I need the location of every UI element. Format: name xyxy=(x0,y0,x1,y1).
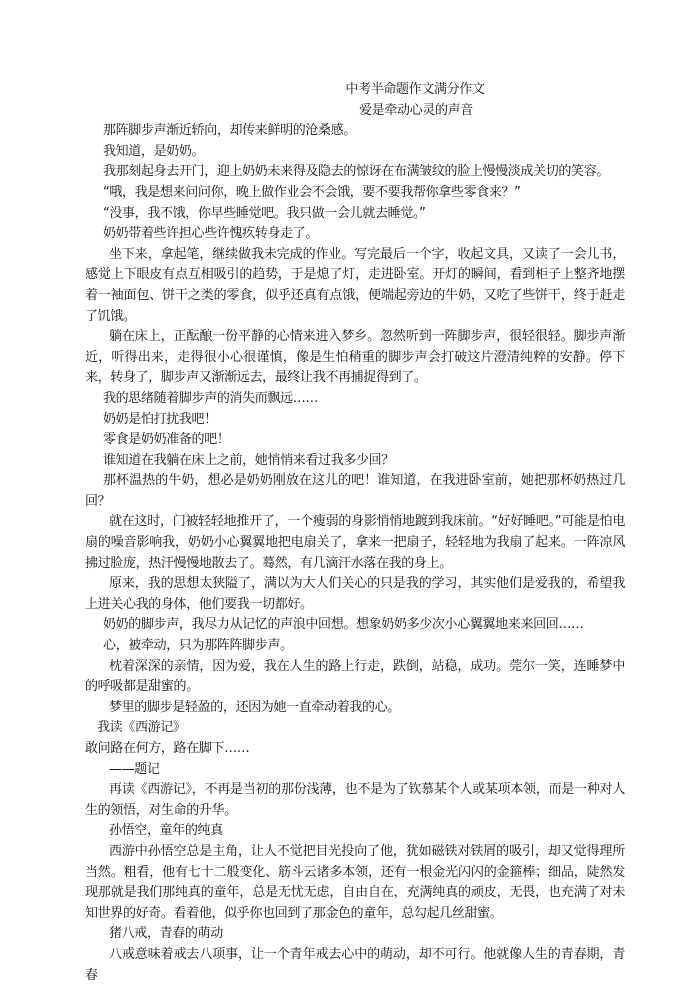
paragraph: 躺在床上，正酝酿一份平静的心情来进入梦乡。忽然听到一阵脚步声，很轻很轻。脚步声渐近，听得出来，走得很小心很谨慎，像是生怕稍重的脚步声会打破这片澄清纯粹的安静。停下来，转身了，脚步声又渐渐远去，最终让我不再捕捉得到了。 xyxy=(85,329,625,386)
paragraph: 奶奶带着些许担心些许愧疚转身走了。 xyxy=(103,226,319,242)
paragraph: 我那刻起身去开门，迎上奶奶未来得及隐去的惊讶在布满皱纹的脸上慢慢淡成关切的笑容。 xyxy=(103,164,610,180)
section-heading: 我读《西游记》 xyxy=(97,720,186,736)
paragraph: 奶奶是怕打扰我吧！ xyxy=(103,411,217,427)
paragraph: “没事，我不饿，你早些睡觉吧。我只做一会儿就去睡觉。” xyxy=(103,205,426,221)
document-title: 中考半命题作文满分作文 xyxy=(345,82,485,97)
paragraph: 我知道，是奶奶。 xyxy=(103,143,205,159)
document-page xyxy=(85,80,625,986)
paragraph: 坐下来，拿起笔，继续做我未完成的作业。写完最后一个字，收起文具，又读了一会儿书，感觉上下眼皮有点互相吸引的趋势，于是熄了灯，走进卧室。开灯的瞬间，看到柜子上整齐地摆着一袖面包、饼干之类的零食，似乎还真有点饿，便端起旁边的牛奶，又吃了些饼干，终于赶走了饥饿。 xyxy=(85,246,625,324)
paragraph: 枕着深深的亲情，因为爱，我在人生的路上行走，跌倒，站稳，成功。莞尔一笑，连睡梦中的呼吸都是甜蜜的。 xyxy=(85,658,625,695)
paragraph: 那阵脚步声渐近轿向，却传来鲜明的沧桑感。 xyxy=(103,123,357,139)
epigraph-attribution: ——题记 xyxy=(109,761,160,777)
paragraph: 梦里的脚步是轻盈的，还因为她一直牵动着我的心。 xyxy=(109,699,400,715)
paragraph: 再读《西游记》，不再是当初的那份浅薄，也不是为了钦慕某个人或某项本领，而是一种对人生的领悟，对生命的升华。 xyxy=(85,782,625,818)
paragraph: “哦，我是想来问问你，晚上做作业会不会饿，要不要我帮你拿些零食来？” xyxy=(103,184,521,200)
essay-title: 爱是牵动心灵的声音 xyxy=(359,102,473,118)
epigraph: 敢问路在何方，路在脚下…… xyxy=(85,741,250,756)
paragraph: 我的思绪随着脚步声的消失而飘远…… xyxy=(103,390,319,406)
subheading: 孙悟空，童年的纯真 xyxy=(109,823,223,839)
paragraph: 八戒意味着戒去八项事，让一个青年戒去心中的萌动，却不可行。他就像人生的青春期，青春 xyxy=(85,946,625,983)
paragraph: 西游中孙悟空总是主角，让人不觉把目光投向了他，犹如磁铁对铁屑的吸引，却又觉得理所当然。粗看，他有七十二般变化、筋斗云诸多本领，还有一根金光闪闪的金箍棒；细品，陡然发现那就是我们那纯真的童年，总是无忧无虑，自由自在，充满纯真的顽皮，无畏，也充满了对未知世界的好奇。看着他，似乎你也回到了那金色的童年，总勾起几丝甜蜜。 xyxy=(85,843,625,921)
paragraph: 零食是奶奶准备的吧！ xyxy=(103,432,230,448)
paragraph: 谁知道在我躺在床上之前，她悄悄来看过我多少回？ xyxy=(103,452,394,468)
paragraph: 心，被牵动，只为那阵阵脚步声。 xyxy=(103,638,293,654)
paragraph: 就在这时，门被轻轻地推开了，一个瘦弱的身影悄悄地踱到我床前。“好好睡吧。”可能是怕电扇的噪音影响我，奶奶小心翼翼地把电扇关了，拿来一把扇子，轻轻地为我扇了起来。一阵凉风拂过脸庞，热汗慢慢地散去了。蓦然，有几滴汗水落在我的身上。 xyxy=(85,514,625,571)
paragraph: 奶奶的脚步声，我尽力从记忆的声浪中回想。想象奶奶多少次小心翼翼地来来回回…… xyxy=(103,617,584,633)
paragraph: 那杯温热的牛奶，想必是奶奶刚放在这儿的吧！谁知道，在我进卧室前，她把那杯奶热过几回？ xyxy=(85,473,625,509)
paragraph: 原来，我的思想太狭隘了，满以为大人们关心的只是我的学习，其实他们是爱我的，希望我上进关心我的身体，他们要我一切都好。 xyxy=(85,576,625,612)
subheading: 猪八戒，青春的萌动 xyxy=(109,926,223,942)
